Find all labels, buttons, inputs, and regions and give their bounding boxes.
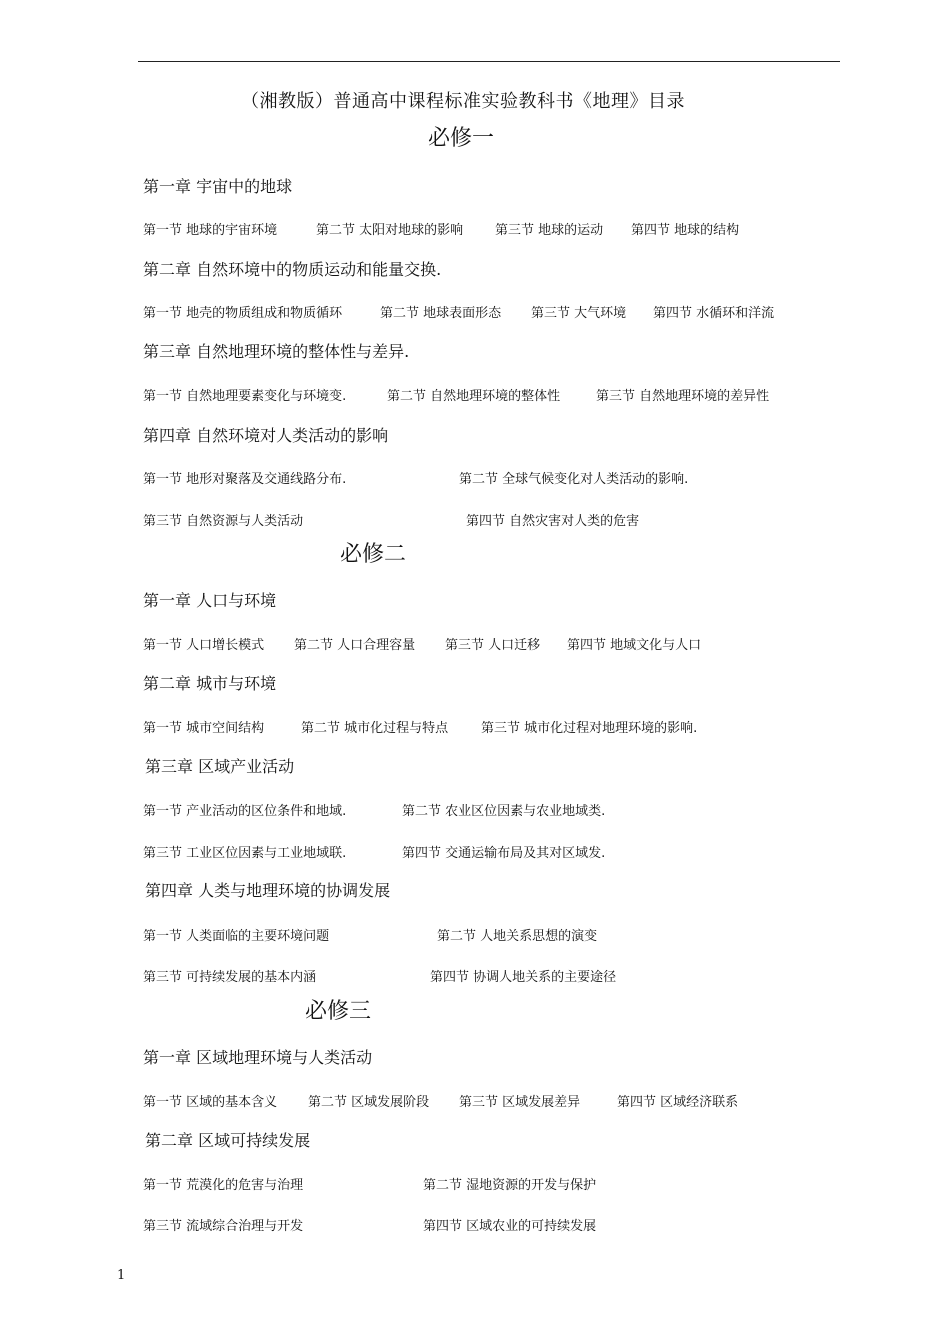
chapter-heading: 第二章 自然环境中的物质运动和能量交换. — [143, 260, 442, 279]
section-item: 第三节 地球的运动 — [495, 223, 604, 238]
section-item: 第一节 地形对聚落及交通线路分布. — [143, 472, 347, 487]
page-number: 1 — [117, 1268, 126, 1283]
section-item: 第一节 城市空间结构 — [143, 721, 265, 736]
section-item: 第三节 区域发展差异 — [459, 1095, 581, 1110]
section-item: 第三节 自然地理环境的差异性 — [596, 389, 770, 404]
book-title-3: 必修三 — [305, 999, 372, 1024]
section-item: 第一节 自然地理要素变化与环境变. — [143, 389, 347, 404]
header-rule — [138, 61, 840, 62]
book-title-1: 必修一 — [428, 126, 495, 151]
section-item: 第一节 荒漠化的危害与治理 — [143, 1178, 304, 1193]
section-item: 第一节 地壳的物质组成和物质循环 — [143, 306, 343, 321]
section-item: 第四节 交通运输布局及其对区域发. — [402, 846, 606, 861]
section-item: 第三节 可持续发展的基本内涵 — [143, 970, 317, 985]
section-item: 第四节 地球的结构 — [631, 223, 740, 238]
section-item: 第三节 工业区位因素与工业地域联. — [143, 846, 347, 861]
section-item: 第一节 产业活动的区位条件和地域. — [143, 804, 347, 819]
section-item: 第二节 区域发展阶段 — [308, 1095, 430, 1110]
section-item: 第四节 地域文化与人口 — [567, 638, 702, 653]
section-item: 第三节 人口迁移 — [445, 638, 541, 653]
section-item: 第一节 地球的宇宙环境 — [143, 223, 278, 238]
chapter-heading: 第二章 城市与环境 — [143, 674, 277, 693]
section-item: 第三节 流域综合治理与开发 — [143, 1219, 304, 1234]
section-item: 第二节 人口合理容量 — [294, 638, 416, 653]
section-item: 第三节 城市化过程对地理环境的影响. — [481, 721, 698, 736]
section-item: 第二节 全球气候变化对人类活动的影响. — [459, 472, 689, 487]
section-item: 第四节 区域农业的可持续发展 — [423, 1219, 597, 1234]
chapter-heading: 第四章 人类与地理环境的协调发展 — [145, 881, 391, 900]
section-item: 第四节 协调人地关系的主要途径 — [430, 970, 617, 985]
section-item: 第四节 水循环和洋流 — [653, 306, 775, 321]
section-item: 第一节 人口增长模式 — [143, 638, 265, 653]
book-title-2: 必修二 — [340, 542, 407, 567]
chapter-heading: 第三章 区域产业活动 — [145, 757, 295, 776]
document-title: （湘教版）普通高中课程标准实验教科书《地理》目录 — [241, 91, 685, 112]
section-item: 第一节 人类面临的主要环境问题 — [143, 929, 330, 944]
section-item: 第三节 大气环境 — [531, 306, 627, 321]
chapter-heading: 第一章 人口与环境 — [143, 591, 277, 610]
section-item: 第二节 自然地理环境的整体性 — [387, 389, 561, 404]
chapter-heading: 第四章 自然环境对人类活动的影响 — [143, 426, 389, 445]
chapter-heading: 第二章 区域可持续发展 — [145, 1131, 311, 1150]
chapter-heading: 第三章 自然地理环境的整体性与差异. — [143, 342, 410, 361]
section-item: 第二节 湿地资源的开发与保护 — [423, 1178, 597, 1193]
section-item: 第三节 自然资源与人类活动 — [143, 514, 304, 529]
section-item: 第二节 地球表面形态 — [380, 306, 502, 321]
section-item: 第二节 人地关系思想的演变 — [437, 929, 598, 944]
section-item: 第二节 城市化过程与特点 — [301, 721, 449, 736]
section-item: 第一节 区域的基本含义 — [143, 1095, 278, 1110]
section-item: 第二节 农业区位因素与农业地域类. — [402, 804, 606, 819]
chapter-heading: 第一章 区域地理环境与人类活动 — [143, 1048, 373, 1067]
section-item: 第四节 区域经济联系 — [617, 1095, 739, 1110]
section-item: 第二节 太阳对地球的影响 — [316, 223, 464, 238]
section-item: 第四节 自然灾害对人类的危害 — [466, 514, 640, 529]
chapter-heading: 第一章 宇宙中的地球 — [143, 177, 293, 196]
